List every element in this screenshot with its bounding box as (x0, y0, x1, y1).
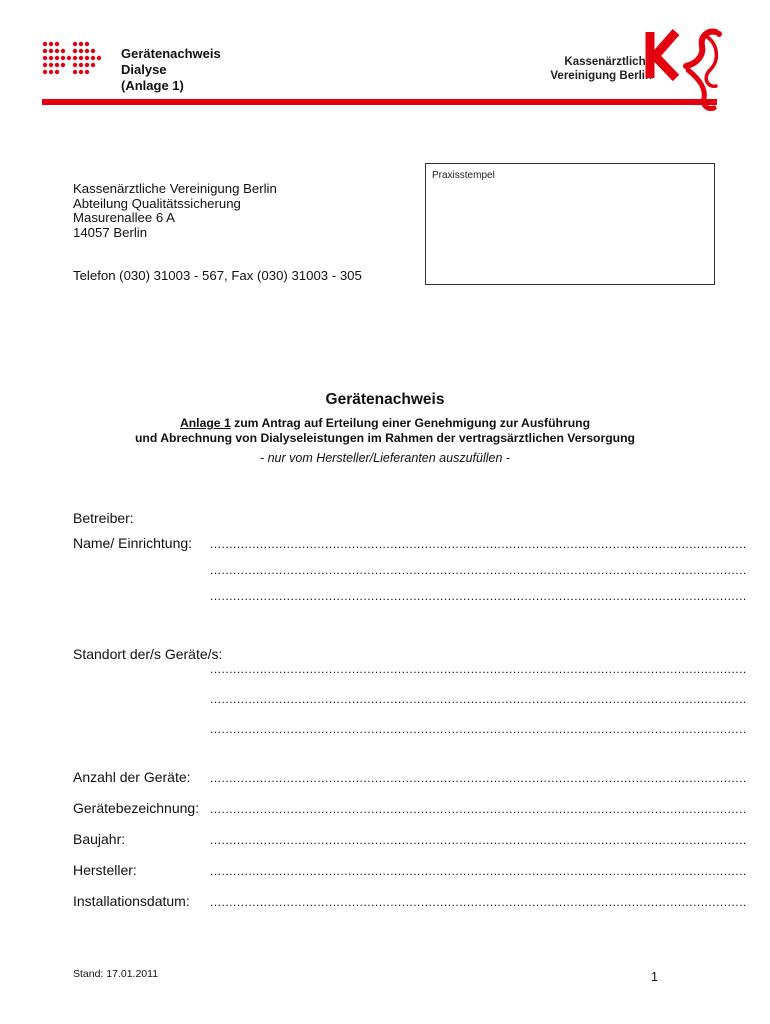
header-title (121, 46, 221, 94)
standort-field-line-1[interactable]: ............................................................................................................................................ (210, 662, 747, 676)
address-line-3: Masurenallee 6 A (73, 210, 175, 225)
subtitle-line-1 (0, 416, 770, 431)
kv-dot-arrow-logo (42, 40, 108, 76)
geraetebezeichnung-field-line[interactable]: ............................................................................................................................................ (210, 802, 747, 816)
baujahr-field-line[interactable]: ............................................................................................................................................ (210, 833, 747, 847)
address-line-2: Abteilung Qualitätssicherung (73, 195, 241, 211)
standort-field-line-2[interactable]: ............................................................................................................................................ (210, 692, 747, 706)
subtitle-line-2: und Abrechnung von Dialyseleistungen im Rahmen der vertragsärztlichen Versorgung (134, 431, 636, 445)
recipient-address (73, 182, 277, 240)
name-einrichtung-label: Name/ Einrichtung: (73, 535, 193, 551)
header-title-line-1: Gerätenachweis (121, 46, 221, 61)
installationsdatum-field-line[interactable]: ............................................................................................................................................ (210, 895, 747, 909)
standort-field-line-3[interactable]: ............................................................................................................................................ (210, 722, 747, 736)
practice-stamp-label: Praxisstempel (432, 170, 495, 181)
geraetebezeichnung-label: Gerätebezeichnung: (73, 800, 200, 816)
name-einrichtung-field-line-2[interactable]: ............................................................................................................................................ (210, 563, 747, 577)
anzahl-label: Anzahl der Geräte: (73, 769, 191, 785)
kv-organization-name (550, 55, 652, 83)
anzahl-field-line[interactable]: ............................................................................................................................................ (210, 771, 747, 785)
standort-label: Standort der/s Geräte/s: (73, 646, 223, 662)
name-einrichtung-field-line-3[interactable]: ............................................................................................................................................ (210, 589, 747, 603)
header-title-line-2: Dialyse (121, 62, 167, 77)
address-line-1: Kassenärztliche Vereinigung Berlin (73, 181, 277, 196)
practice-stamp-box (425, 163, 715, 285)
document-version-date: Stand: 17.01.2011 (73, 968, 159, 980)
kv-name-line-1: Kassenärztliche (564, 56, 652, 68)
betreiber-heading: Betreiber: (73, 510, 134, 526)
baujahr-label: Baujahr: (73, 831, 126, 847)
page-number: 1 (651, 970, 658, 984)
subtitle-line-1-text: zum Antrag auf Erteilung einer Genehmigung zur Ausführung (230, 416, 591, 430)
name-einrichtung-field-line-1[interactable]: ............................................................................................................................................ (210, 537, 747, 551)
contact-phone-fax: Telefon (030) 31003 - 567, Fax (030) 31003 - 305 (73, 268, 362, 283)
fill-instruction-note: - nur vom Hersteller/Lieferanten auszufüllen - (259, 451, 511, 465)
hersteller-field-line[interactable]: ............................................................................................................................................ (210, 864, 747, 878)
header-title-line-3: (Anlage 1) (121, 78, 184, 93)
address-line-4: 14057 Berlin (73, 224, 148, 240)
header-divider-bar (42, 99, 717, 105)
installationsdatum-label: Installationsdatum: (73, 893, 190, 909)
document-subtitle (0, 416, 770, 446)
document-title: Gerätenachweis (325, 391, 445, 408)
subtitle-annex-ref: Anlage 1 (179, 416, 231, 430)
hersteller-label: Hersteller: (73, 862, 137, 878)
kv-name-line-2: Vereinigung Berlin (550, 70, 652, 82)
